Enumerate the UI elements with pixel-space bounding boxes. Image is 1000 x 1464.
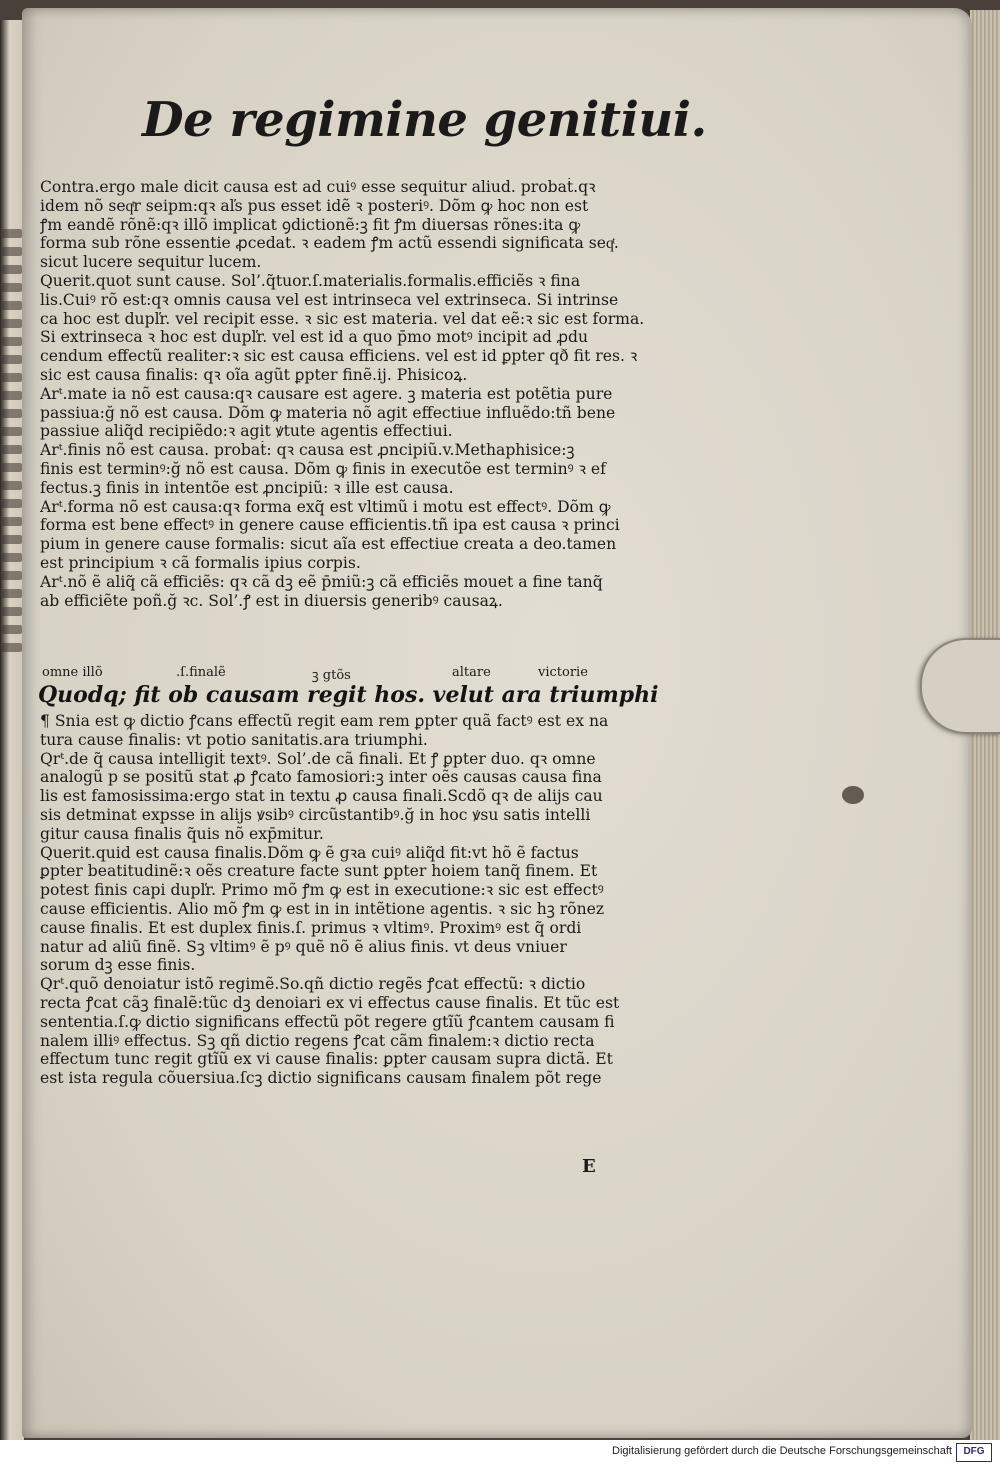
gloss-word: omne illõ	[42, 665, 103, 680]
text-line: cause efficientis. Alio mõ ꝭm ꝙ est in in intẽtione agentis. ꝛ sic hꝫ rõnez	[40, 899, 605, 918]
text-line: pium in genere cause formalis: sicut aĩa est effectiue creata a deo.tamen	[40, 535, 617, 554]
text-line: est principium ꝛ cã formalis ipius corpis.	[40, 553, 361, 572]
text-line: ꝭm eandẽ rõnẽ:qꝛ illõ implicat ꝯdictionẽ:ꝫ fit ꝭm diuersas rõnes:ita ꝙ	[40, 215, 581, 234]
verse-line: Quodq; fit ob causam regit hos. velut ara triumphi	[38, 682, 659, 708]
text-line: potest finis capi dupľr. Primo mõ ꝭm ꝙ est in executione:ꝛ sic est effectꝰ	[40, 881, 604, 900]
text-line: Querit.quid est causa finalis.Dõm ꝙ ẽ gꝛa cuiꝰ aliq̃d fit:vt hõ ẽ factus	[40, 843, 579, 862]
text-line: idem nõ seqͭr seipm:qꝛ aľs pus esset idẽ ꝛ posteriꝰ. Dõm ꝙ hoc non est	[40, 196, 589, 215]
gloss-word: altare	[452, 665, 491, 680]
text-line: Arᵗ.nõ ẽ aliq̃ cã efficiẽs: qꝛ cã dꝫ eẽ p̄miũ:ꝫ cã efficiẽs mouet a fine tanq̃	[40, 572, 603, 591]
text-line: gitur causa finalis q̃uis nõ exp̄mitur.	[40, 824, 324, 843]
text-line: sis detminat expsse in alijs ꝟsibꝰ circũstantibꝰ.ğ in hoc ꝟsu satis intelli	[40, 805, 591, 824]
text-line: fectus.ꝫ finis in intentõe est ꝓncipiũ: ꝛ ille est causa.	[40, 478, 454, 497]
text-line: analogũ p se positũ stat ꝓ ꝭcato famosiori:ꝫ inter oẽs causas causa fina	[40, 768, 602, 787]
text-line: ca hoc est dupľr. vel recipit esse. ꝛ sic est materia. vel dat eẽ:ꝛ sic est forma.	[40, 309, 645, 328]
text-line: ¶ Snia est ꝙ dictio ꝭcans effectũ regit eam rem ꝑpter quã factꝰ est ex na	[40, 712, 609, 730]
text-line: forma est bene effectꝰ in genere cause efficientis.tñ ipa est causa ꝛ princi	[40, 516, 620, 535]
text-line: cause finalis. Et est duplex finis.ſ. primus ꝛ vltimꝰ. Proximꝰ est q̃ ordi	[40, 918, 582, 937]
footer-credit: Digitalisierung gefördert durch die Deutsche Forschungsgemeinschaft	[612, 1445, 952, 1457]
text-line: passiua:ğ nõ est causa. Dõm ꝙ materia nõ agit effectiue influẽdo:tñ bene	[40, 403, 616, 422]
text-line: sorum dꝫ esse finis.	[40, 956, 196, 975]
text-line: Arᵗ.finis nõ est causa. probaṫ: qꝛ causa est ꝓncipiũ.v.Methaphisice:ꝫ	[40, 441, 575, 460]
signature-mark: E	[582, 1156, 596, 1177]
paragraph-block-1	[40, 178, 680, 610]
page-tab-marker	[920, 638, 1000, 734]
text-line: lis est famosissima:ergo stat in textu ꝓ causa finali.Scdõ qꝛ de alijs cau	[40, 787, 603, 806]
text-line: Qrᵗ.quõ denoiatur istõ regimẽ.So.qñ dictio regẽs ꝭcat effectũ: ꝛ dictio	[40, 975, 586, 994]
text-line: Arᵗ.forma nõ est causa:qꝛ forma exq̃ est vltimũ i motu est effectꝰ. Dõm ꝙ	[40, 497, 611, 516]
text-line: ꝑpter beatitudinẽ:ꝛ oẽs creature facte sunt ꝑpter hoiem tanq̃ finem. Et	[40, 862, 598, 881]
footer-bar	[0, 1440, 1000, 1464]
text-line: finis est terminꝰ:ğ nõ est causa. Dõm ꝙ finis in executõe est terminꝰ ꝛ ef	[40, 459, 606, 478]
text-line: Qrᵗ.de q̃ causa intelligiṫ textꝰ. Sol’.de cã finali. Et ꝭ ꝑpter duo. qꝛ omne	[40, 749, 596, 768]
text-line: lis.Cuiꝰ rõ est:qꝛ omnis causa vel est intrinseca vel extrinseca. Si intrinse	[40, 290, 619, 309]
text-line: effectum tunc regit gtĩũ ex vi cause finalis: ꝑpter causam supra dictã. Et	[40, 1050, 613, 1069]
text-line: sic est causa finalis: qꝛ oĩa agũt ꝑpter finẽ.ij. Phisicoꝝ.	[40, 365, 468, 384]
page-heading: De regimine genitiui.	[142, 92, 707, 148]
ink-stain	[842, 786, 864, 804]
facing-page-edge	[0, 20, 24, 1440]
gloss-word: ꝫ gtõs	[312, 668, 351, 683]
text-line: sententia.ſ.ꝙ dictio significans effectũ põt regere gtĩũ ꝭcantem causam fi	[40, 1012, 615, 1031]
text-line: sicut lucere sequitur lucem.	[40, 253, 262, 272]
text-line: ab efficiẽte poñ.ğ ꝛc. Sol’.ꝭ est in diuersis generibꝰ causaꝝ.	[40, 591, 503, 610]
text-line: Contra.ergo male dicit causa est ad cuiꝰ esse sequitur aliud. probaṫ.qꝛ	[40, 178, 596, 196]
text-line: passiue aliq̃d recipiẽdo:ꝛ agit ꝟtute agentis effectiui.	[40, 422, 453, 441]
text-line: recta ꝭcat cãꝫ finalẽ:tũc dꝫ denoiari ex vi effectus cause finalis. Et tũc est	[40, 993, 620, 1012]
text-line: Si extrinseca ꝛ hoc est dupľr. vel est id a quo p̄mo motꝰ incipit ad ꝓdu	[40, 328, 588, 347]
text-line: tura cause finalis: vt potio sanitatis.ara triumphi.	[40, 730, 428, 749]
text-line: Querit.quot sunt cause. Sol’.q̃tuor.ſ.materialis.formalis.efficiẽs ꝛ fina	[40, 271, 581, 290]
text-line: est ista regula cõuersiua.ſcꝫ dictio significans causam finalem põt rege	[40, 1069, 602, 1088]
dfg-logo: DFG	[956, 1443, 992, 1462]
text-line: forma sub rõne essentie ꝓcedat. ꝛ eadem ꝭm actũ essendi significata seqͭ.	[40, 234, 619, 253]
gloss-word: victorie	[538, 665, 588, 680]
gloss-word: .ſ.finalẽ	[176, 665, 226, 680]
text-line: nalem illiꝰ effectus. Sꝫ qñ dictio regens ꝭcat cãm finalem:ꝛ dictio recta	[40, 1031, 595, 1050]
text-line: Arᵗ.mate ia nõ est causa:qꝛ causare est agere. ꝫ materia est potẽtia pure	[40, 384, 613, 403]
paragraph-block-2	[40, 712, 680, 1088]
text-line: natur ad aliũ finẽ. Sꝫ vltimꝰ ẽ pꝰ quẽ nõ ẽ alius finis. vt deus vniuer	[40, 937, 567, 956]
text-line: cendum effectũ realiter:ꝛ sic est causa efficiens. vel est id ꝑpter qð fit res. ꝛ	[40, 347, 638, 366]
